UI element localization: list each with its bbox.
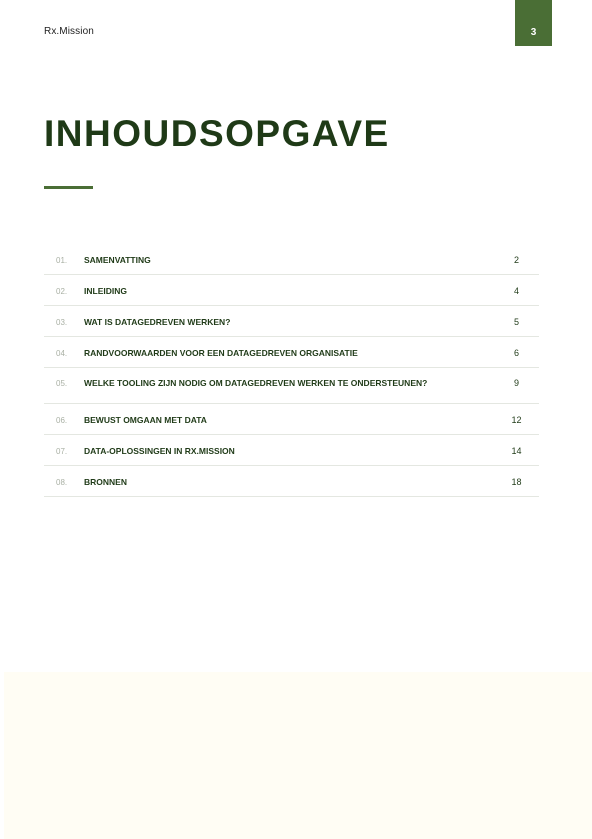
toc-number: 07.	[56, 447, 68, 456]
toc-row[interactable]	[44, 435, 539, 466]
toc-label: RANDVOORWAARDEN VOOR EEN DATAGEDREVEN ORGANISATIE	[84, 348, 358, 358]
toc-number: 08.	[56, 478, 68, 487]
toc-row[interactable]	[44, 404, 539, 435]
toc-page: 12	[511, 415, 522, 425]
toc-row[interactable]	[44, 306, 539, 337]
toc-label: WAT IS DATAGEDREVEN WERKEN?	[84, 317, 231, 327]
toc-number: 06.	[56, 416, 68, 425]
toc-page: 9	[513, 378, 519, 388]
toc-label: BEWUST OMGAAN MET DATA	[84, 415, 207, 425]
toc-label: BRONNEN	[84, 477, 127, 487]
toc-number: 04.	[56, 349, 68, 358]
title-underline	[44, 186, 93, 189]
toc-page: 6	[513, 348, 519, 358]
toc-number: 03.	[56, 318, 68, 327]
toc-label: SAMENVATTING	[84, 255, 151, 265]
toc-number: 02.	[56, 287, 68, 296]
toc-label: WELKE TOOLING ZIJN NODIG OM DATAGEDREVEN WERKEN TE ONDERSTEUNEN?	[84, 378, 428, 388]
brand-name: Rx.Mission	[44, 26, 94, 37]
toc-row[interactable]	[44, 368, 539, 404]
table-of-contents	[44, 236, 539, 497]
toc-row[interactable]	[44, 466, 539, 497]
toc-number: 01.	[56, 256, 68, 265]
toc-page: 18	[511, 477, 522, 487]
page-title: INHOUDSOPGAVE	[44, 113, 390, 154]
page-number-tab: 3	[515, 0, 552, 46]
toc-page: 4	[513, 286, 519, 296]
toc-label: INLEIDING	[84, 286, 127, 296]
toc-row[interactable]	[44, 337, 539, 368]
toc-page: 2	[513, 255, 519, 265]
toc-row[interactable]	[44, 236, 539, 275]
toc-row[interactable]	[44, 275, 539, 306]
toc-number: 05.	[56, 379, 68, 388]
toc-page: 5	[513, 317, 519, 327]
toc-label: DATA-OPLOSSINGEN IN RX.MISSION	[84, 446, 235, 456]
footer-background-band	[4, 672, 592, 839]
toc-page: 14	[511, 446, 522, 456]
